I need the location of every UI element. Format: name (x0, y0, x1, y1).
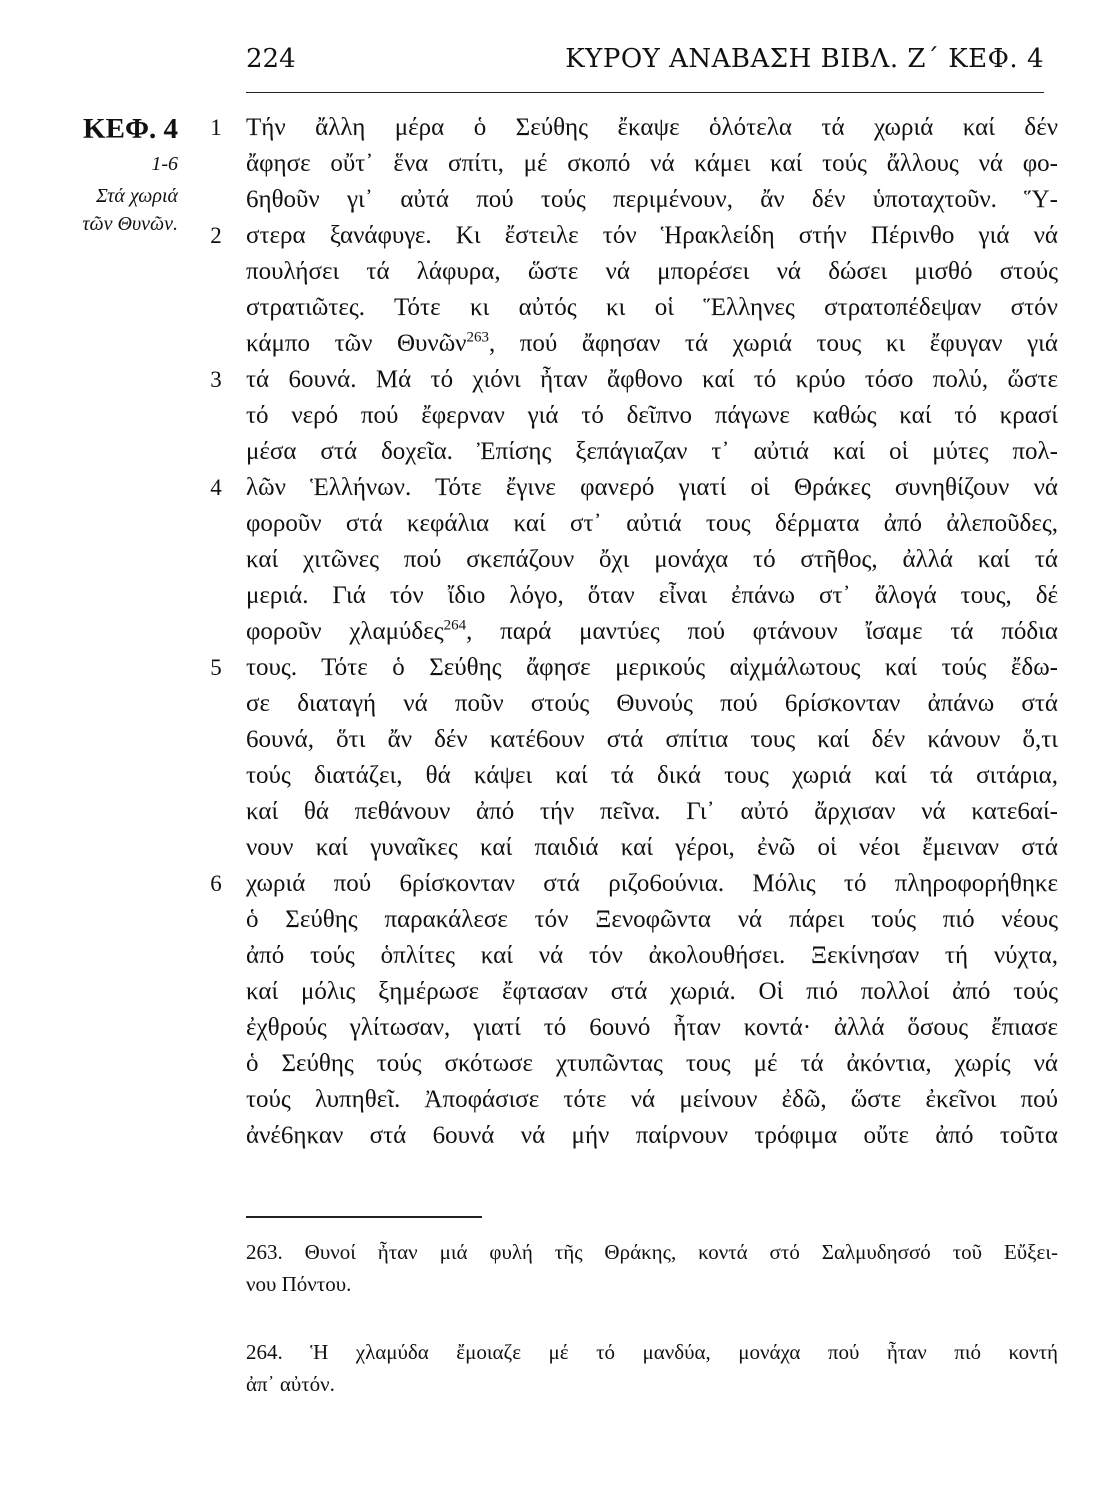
body-line: σε διαταγή νά ποῦν στούς Θυνούς πού 6ρίσκονταν ἀπάνω στά (246, 690, 1058, 717)
paragraph-number: 1 (210, 115, 222, 140)
body-line: Τήν ἄλλη μέρα ὁ Σεύθης ἔκαψε ὁλότελα τά χωριά καί δέν (246, 114, 1058, 141)
body-line: ἀπό τούς ὁπλίτες καί νά τόν ἀκολουθήσει. Ξεκίνησαν τή νύχτα, (246, 942, 1058, 969)
footnote-263-line: 263. Θυνοί ἦταν μιά φυλή τῆς Θράκης, κοντά στό Σαλμυδησσό τοῦ Εὔξει- (246, 1240, 1058, 1264)
body-line: λῶν Ἑλλήνων. Τότε ἔγινε φανερό γιατί οἱ Θράκες συνηθίζουν νά (246, 474, 1058, 501)
body-line: ἀνέ6ηκαν στά 6ουνά νά μήν παίρνουν τρόφιμα οὔτε ἀπό τοῦτα (246, 1122, 1058, 1149)
body-line: 6ηθοῦν γι᾽ αὐτά πού τούς περιμένουν, ἄν δέν ὑποταχτοῦν. Ὕ- (246, 186, 1058, 213)
body-line: καί θά πεθάνουν ἀπό τήν πεῖνα. Γι᾽ αὐτό ἄρχισαν νά κατε6αί- (246, 798, 1058, 825)
body-line: τούς διατάζει, θά κάψει καί τά δικά τους χωριά καί τά σιτάρια, (246, 762, 1058, 789)
paragraph-number: 6 (210, 871, 222, 896)
footnote-rule (246, 1216, 482, 1218)
body-line: τους. Τότε ὁ Σεύθης ἄφησε μερικούς αἰχμάλωτους καί τούς ἔδω- (246, 654, 1058, 681)
paragraph-number: 4 (210, 475, 222, 500)
margin-topic (40, 182, 178, 238)
body-line: στερα ξανάφυγε. Κι ἔστειλε τόν Ἡρακλείδη στήν Πέρινθο γιά νά (246, 222, 1058, 249)
body-line: καί χιτῶνες πού σκεπάζουν ὄχι μονάχα τό στῆθος, ἀλλά καί τά (246, 546, 1058, 573)
margin-topic-line: τῶν Θυνῶν. (82, 213, 178, 235)
body-line: μέσα στά δοχεῖα. Ἐπίσης ξεπάγιαζαν τ᾽ αὐτιά καί οἱ μύτες πολ- (246, 438, 1058, 465)
body-line (246, 326, 1058, 362)
body-line: τά 6ουνά. Μά τό χιόνι ἦταν ἄφθονο καί τό κρύο τόσο πολύ, ὥστε (246, 366, 1058, 393)
page-number: 224 (246, 44, 296, 74)
running-title: ΚΥΡΟΥ ΑΝΑΒΑΣΗ ΒΙΒΛ. Ζ΄ ΚΕΦ. 4 (565, 44, 1044, 74)
margin-section-range: 1-6 (151, 153, 178, 175)
body-line: ἄφησε οὔτ᾽ ἕνα σπίτι, μέ σκοπό νά κάμει καί τούς ἄλλους νά φο- (246, 150, 1058, 177)
paragraph-number: 3 (210, 367, 222, 392)
body-line: στρατιῶτες. Τότε κι αὐτός κι οἱ Ἕλληνες στρατοπέδεψαν στόν (246, 294, 1058, 321)
margin-topic-line: Στά χωριά (95, 185, 178, 207)
body-line: 6ουνά, ὅτι ἄν δέν κατέ6ουν στά σπίτια τους καί δέν κάνουν ὅ,τι (246, 726, 1058, 753)
body-line: ἐχθρούς γλίτωσαν, γιατί τό 6ουνό ἦταν κοντά· ἀλλά ὅσους ἔπιασε (246, 1014, 1058, 1041)
body-line-part: , παρά μαντύες πού φτάνουν ἴσαμε τά πόδια (466, 618, 1058, 645)
body-line (246, 614, 1058, 650)
footnote-marker[interactable]: 263 (466, 329, 489, 346)
paragraph-number: 5 (210, 655, 222, 680)
footnote-264-line: 264. Ἡ χλαμύδα ἔμοιαζε μέ τό μανδύα, μονάχα πού ἦταν πιό κοντή (246, 1340, 1058, 1364)
body-line-part: , πού ἄφησαν τά χωριά τους κι ἔφυγαν γιά (488, 330, 1058, 357)
header-rule (246, 92, 1044, 93)
body-line: τούς λυπηθεῖ. Ἀποφάσισε τότε νά μείνουν ἐδῶ, ὥστε ἐκεῖνοι πού (246, 1086, 1058, 1113)
paragraph-number: 2 (210, 223, 222, 248)
body-line: φοροῦν στά κεφάλια καί στ᾽ αὐτιά τους δέρματα ἀπό ἀλεποῦδες, (246, 510, 1058, 537)
footnote-263-line: νου Πόντου. (246, 1272, 352, 1296)
body-line: νουν καί γυναῖκες καί παιδιά καί γέροι, ἐνῶ οἱ νέοι ἔμειναν στά (246, 834, 1058, 861)
chapter-label: ΚΕΦ. 4 (83, 113, 178, 145)
body-line-part: φοροῦν χλαμύδες (246, 618, 444, 645)
body-line: πουλήσει τά λάφυρα, ὥστε νά μπορέσει νά δώσει μισθό στούς (246, 258, 1058, 285)
body-line-part: κάμπο τῶν Θυνῶν (246, 330, 467, 357)
body-line: ὁ Σεύθης τούς σκότωσε χτυπῶντας τους μέ τά ἀκόντια, χωρίς νά (246, 1050, 1058, 1077)
body-line: χωριά πού 6ρίσκονταν στά ριζο6ούνια. Μόλις τό πληροφορήθηκε (246, 870, 1058, 897)
body-line: καί μόλις ξημέρωσε ἔφτασαν στά χωριά. Οἱ πιό πολλοί ἀπό τούς (246, 978, 1058, 1005)
footnote-264-line: ἀπ᾽ αὐτόν. (246, 1372, 335, 1396)
footnote-marker[interactable]: 264 (443, 617, 467, 634)
body-line: τό νερό πού ἔφερναν γιά τό δεῖπνο πάγωνε καθώς καί τό κρασί (246, 402, 1058, 429)
body-line: ὁ Σεύθης παρακάλεσε τόν Ξενοφῶντα νά πάρει τούς πιό νέους (246, 906, 1058, 933)
body-line: μεριά. Γιά τόν ἴδιο λόγο, ὅταν εἶναι ἐπάνω στ᾽ ἄλογά τους, δέ (246, 582, 1058, 609)
